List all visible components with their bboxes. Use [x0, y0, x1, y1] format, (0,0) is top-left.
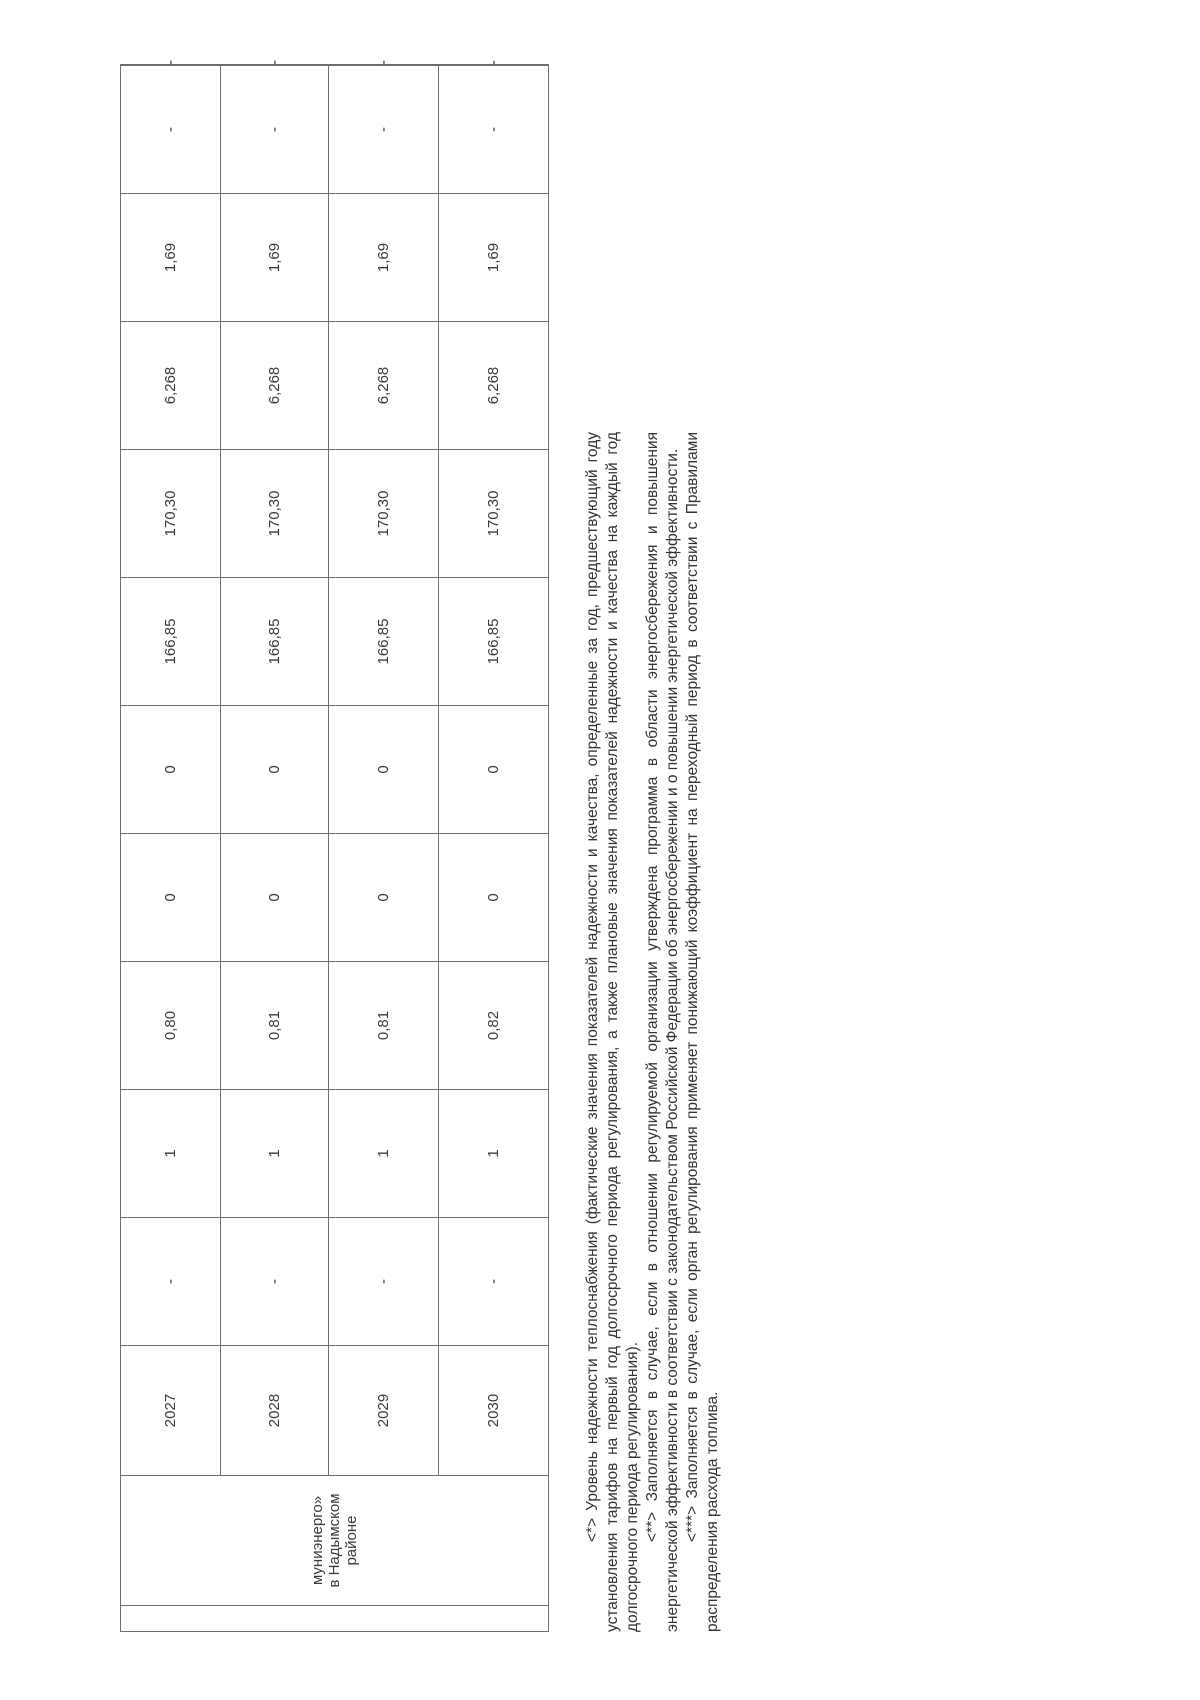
organization-cell: [121, 1476, 549, 1606]
value-cell: 0: [121, 706, 221, 834]
footnote-reliability: <*> Уровень надежности теплоснабжения (фактические значения показателей надежности и качества, определенные за год, предшествующий году установления тарифов на первый год долгосрочного периода регулирования, а также плановые значения показателей надежности и качества на каждый год долгосрочного периода регулирования).: [584, 432, 641, 1632]
year-cell: 2028: [221, 1346, 329, 1476]
footnotes: [583, 0, 723, 1700]
value-cell: 1,69: [439, 194, 549, 322]
value-cell: 6,268: [329, 322, 439, 450]
table-row: [221, 65, 329, 1632]
value-cell: 1: [329, 1090, 439, 1218]
footnote-energy-saving: <**> Заполняется в случае, если в отношении регулируемой организации утверждена программа в области энергосбережения и повышения энергетической эффективности в соответствии с законодательством Российской Федерации об энергосбережении и о повышении энергетической эффективности.: [644, 432, 681, 1632]
value-cell: -: [221, 65, 329, 66]
value-cell: 0,80: [121, 962, 221, 1090]
year-cell: 2029: [329, 1346, 439, 1476]
org-label-line: в Надымском: [326, 1493, 343, 1588]
value-cell: 0,81: [221, 962, 329, 1090]
value-cell: 0: [221, 706, 329, 834]
value-cell: -: [221, 66, 329, 194]
value-cell: -: [121, 66, 221, 194]
value-cell: 166,85: [329, 578, 439, 706]
value-cell: 6,268: [439, 322, 549, 450]
value-cell: 0: [121, 834, 221, 962]
table-row: [121, 65, 221, 1632]
value-cell: 0: [439, 706, 549, 834]
value-cell: 1: [439, 1090, 549, 1218]
value-cell: 1: [121, 1090, 221, 1218]
value-cell: 1: [221, 1090, 329, 1218]
value-cell: -: [121, 65, 221, 66]
value-cell: -: [439, 1218, 549, 1346]
value-cell: -: [329, 66, 439, 194]
tariff-table: [120, 60, 549, 1632]
blank-cell: [121, 1606, 549, 1632]
value-cell: 0: [221, 834, 329, 962]
org-label-line: муниэнерго»: [309, 1495, 326, 1586]
value-cell: 0: [329, 834, 439, 962]
value-cell: 170,30: [221, 450, 329, 578]
table-row: [439, 65, 549, 1632]
footnote-reduction-coefficient: <***> Заполняется в случае, если орган регулирования применяет понижающий коэффициент на переходный период в соответствии с Правилами распределения расхода топлива.: [684, 432, 721, 1632]
year-cell: 2027: [121, 1346, 221, 1476]
value-cell: -: [439, 66, 549, 194]
value-cell: 6,268: [221, 322, 329, 450]
value-cell: 1,69: [121, 194, 221, 322]
value-cell: 170,30: [329, 450, 439, 578]
org-label-line: районе: [343, 1515, 360, 1566]
value-cell: -: [121, 1218, 221, 1346]
value-cell: 6,268: [121, 322, 221, 450]
value-cell: 1,69: [221, 194, 329, 322]
year-cell: 2030: [439, 1346, 549, 1476]
value-cell: 166,85: [121, 578, 221, 706]
value-cell: 0: [329, 706, 439, 834]
value-cell: 0,81: [329, 962, 439, 1090]
value-cell: -: [329, 65, 439, 66]
value-cell: -: [329, 1218, 439, 1346]
value-cell: 0,82: [439, 962, 549, 1090]
table-row: [329, 65, 439, 1632]
value-cell: 170,30: [121, 450, 221, 578]
value-cell: 166,85: [439, 578, 549, 706]
value-cell: 1,69: [329, 194, 439, 322]
value-cell: -: [439, 65, 549, 66]
value-cell: -: [221, 1218, 329, 1346]
value-cell: 170,30: [439, 450, 549, 578]
value-cell: 166,85: [221, 578, 329, 706]
value-cell: 0: [439, 834, 549, 962]
